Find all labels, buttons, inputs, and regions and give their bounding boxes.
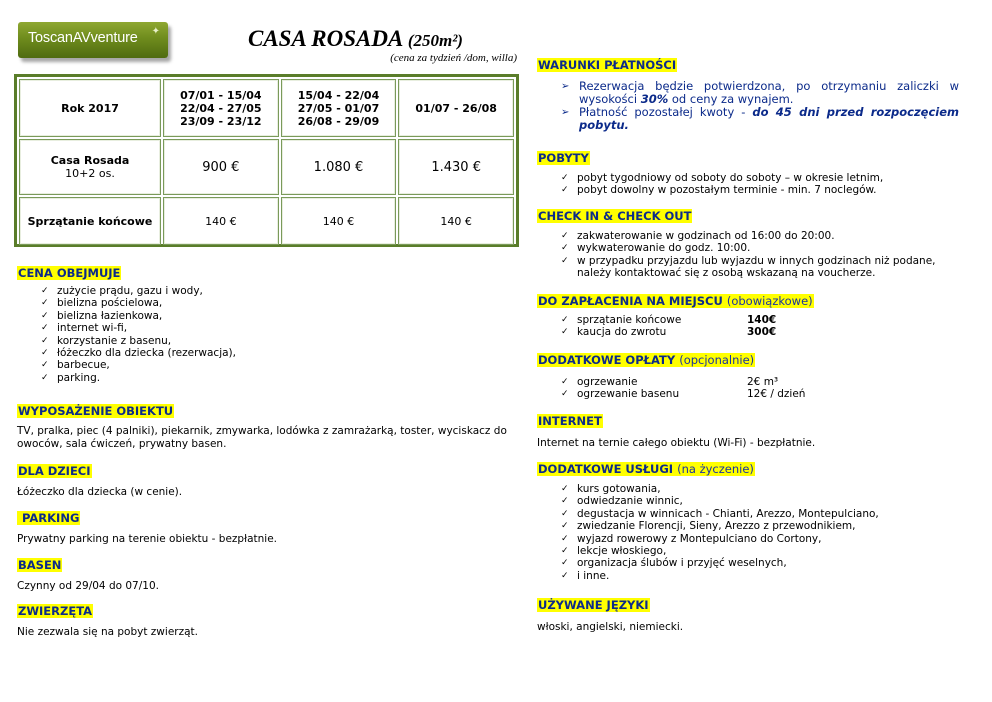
- table-header-period: 07/01 - 15/04 22/04 - 27/05 23/09 - 23/12: [163, 79, 279, 137]
- section-heading: UŻYWANE JĘZYKI: [538, 598, 649, 612]
- list-item: ✓ wyjazd rowerowy z Montepulciano do Cortony,: [537, 533, 959, 545]
- list-item: ✓ w przypadku przyjazdu lub wyjazdu w innych godzinach niż podane, należy kontaktować się z osobą wskazaną na voucherze.: [537, 255, 959, 280]
- list-item: ✓ wykwaterowanie do godz. 10:00.: [537, 242, 959, 254]
- section-heading: DODATKOWE USŁUGI (na życzenie): [538, 462, 754, 476]
- table-header-period: 01/07 - 26/08: [398, 79, 514, 137]
- section-text: Internet na ternie całego obiektu (Wi-Fi) - bezpłatnie.: [537, 437, 816, 449]
- warunki-list: [537, 80, 959, 132]
- section-uslugi: [537, 458, 959, 582]
- table-row-label: Sprzątanie końcowe: [19, 197, 161, 245]
- section-dzieci: [17, 460, 522, 499]
- section-heading: INTERNET: [538, 414, 602, 428]
- price-cell: 900 €: [163, 139, 279, 195]
- logo: [18, 22, 168, 58]
- section-cena: [17, 262, 522, 384]
- price-cell: 140 €: [281, 197, 397, 245]
- section-heading: CHECK IN & CHECK OUT: [538, 209, 692, 223]
- title-suffix: (250m²): [407, 31, 463, 50]
- list-item: ✓ parking.: [17, 372, 522, 384]
- page-title: [248, 26, 463, 52]
- section-warunki: [537, 54, 959, 132]
- section-text: Czynny od 29/04 do 07/10.: [17, 580, 159, 592]
- section-heading: DODATKOWE OPŁATY (opcjonalnie): [538, 353, 755, 367]
- list-item: ✓ łóżeczko dla dziecka (rezerwacja),: [17, 347, 522, 359]
- list-item: ✓ barbecue,: [17, 359, 522, 371]
- section-heading: ZWIERZĘTA: [18, 604, 93, 618]
- section-wyposazenie: [17, 400, 522, 450]
- table-header-period: 15/04 - 22/04 27/05 - 01/07 26/08 - 29/09: [281, 79, 397, 137]
- section-pobyty: [537, 147, 959, 197]
- section-heading: DLA DZIECI: [18, 464, 91, 478]
- price-cell: 140 €: [398, 197, 514, 245]
- cena-list: [17, 285, 522, 384]
- section-heading: DO ZAPŁACENIA NA MIEJSCU (obowiązkowe): [538, 294, 813, 308]
- section-text: Łóżeczko dla dziecka (w cenie).: [17, 486, 183, 498]
- list-item: ✓ kurs gotowania,: [537, 483, 959, 495]
- price-cell: 140 €: [163, 197, 279, 245]
- list-item: ✓ kaucja do zwrotu 300€: [537, 326, 959, 338]
- price-cell: 1.080 €: [281, 139, 397, 195]
- section-heading: BASEN: [18, 558, 62, 572]
- list-item: ➢ Rezerwacja będzie potwierdzona, po otrzymaniu zaliczki w wysokości 30% od ceny za wynajem.: [537, 80, 959, 106]
- list-item: ✓ zakwaterowanie w godzinach od 16:00 do 20:00.: [537, 230, 959, 242]
- list-item: ✓ zużycie prądu, gazu i wody,: [17, 285, 522, 297]
- row-sublabel: 10+2 os.: [65, 167, 115, 180]
- list-item: ✓ pobyt tygodniowy od soboty do soboty – w okresie letnim,: [537, 172, 959, 184]
- title-main: CASA ROSADA: [248, 26, 403, 51]
- list-item: ✓ ogrzewanie basenu 12€ / dzień: [537, 388, 959, 400]
- section-text: Nie zezwala się na pobyt zwierząt.: [17, 626, 198, 638]
- list-item: ✓ i inne.: [537, 570, 959, 582]
- section-heading: WARUNKI PŁATNOŚCI: [538, 58, 677, 72]
- section-oplaty: [537, 349, 959, 401]
- section-text: Prywatny parking na terenie obiektu - bezpłatnie.: [17, 533, 278, 545]
- section-internet: [537, 410, 959, 450]
- list-item: ✓ bielizna pościelowa,: [17, 297, 522, 309]
- list-item: ➢ Płatność pozostałej kwoty - do 45 dni przed rozpoczęciem pobytu.: [537, 106, 959, 132]
- table-header-year: Rok 2017: [19, 79, 161, 137]
- list-item: ✓ pobyt dowolny w pozostałym terminie - min. 7 noclegów.: [537, 184, 959, 196]
- row-label: Casa Rosada: [50, 154, 130, 167]
- section-jezyki: [537, 594, 959, 634]
- logo-text: ToscanAVventure: [28, 30, 138, 46]
- section-heading: PARKING: [18, 511, 80, 525]
- section-zwierzeta: [17, 600, 522, 639]
- price-cell: 1.430 €: [398, 139, 514, 195]
- list-item: ✓ bielizna łazienkowa,: [17, 310, 522, 322]
- zaplacenia-list: [537, 314, 959, 339]
- list-item: ✓ degustacja w winnicach - Chianti, Arezzo, Montepulciano,: [537, 508, 959, 520]
- list-item: ✓ organizacja ślubów i przyjęć weselnych,: [537, 557, 959, 569]
- section-parking: [17, 507, 522, 546]
- price-table: [14, 74, 519, 247]
- list-item: ✓ odwiedzanie winnic,: [537, 495, 959, 507]
- page-subtitle: (cena za tydzień /dom, willa): [390, 52, 517, 64]
- section-heading: POBYTY: [538, 151, 589, 165]
- section-heading: WYPOSAŻENIE OBIEKTU: [18, 404, 174, 418]
- pobyty-list: [537, 172, 959, 197]
- section-checkin: [537, 205, 959, 280]
- section-basen: [17, 554, 522, 593]
- table-row-label: [19, 139, 161, 195]
- section-text: TV, pralka, piec (4 palniki), piekarnik, zmywarka, lodówka z zamrażarką, toster, wyciskacz do owoców, sala ćwiczeń, prywatny basen.: [17, 425, 507, 450]
- bird-icon: ✦: [151, 26, 160, 37]
- uslugi-list: [537, 483, 959, 582]
- list-item: ✓ korzystanie z basenu,: [17, 335, 522, 347]
- list-item: ✓ sprzątanie końcowe 140€: [537, 314, 959, 326]
- list-item: ✓ lekcje włoskiego,: [537, 545, 959, 557]
- oplaty-list: [537, 376, 959, 401]
- section-heading: CENA OBEJMUJE: [18, 266, 121, 280]
- list-item: ✓ internet wi-fi,: [17, 322, 522, 334]
- list-item: ✓ zwiedzanie Florencji, Sieny, Arezzo z przewodnikiem,: [537, 520, 959, 532]
- section-text: włoski, angielski, niemiecki.: [537, 621, 684, 633]
- checkin-list: [537, 230, 959, 280]
- section-zaplacenia: [537, 290, 959, 339]
- list-item: ✓ ogrzewanie 2€ m³: [537, 376, 959, 388]
